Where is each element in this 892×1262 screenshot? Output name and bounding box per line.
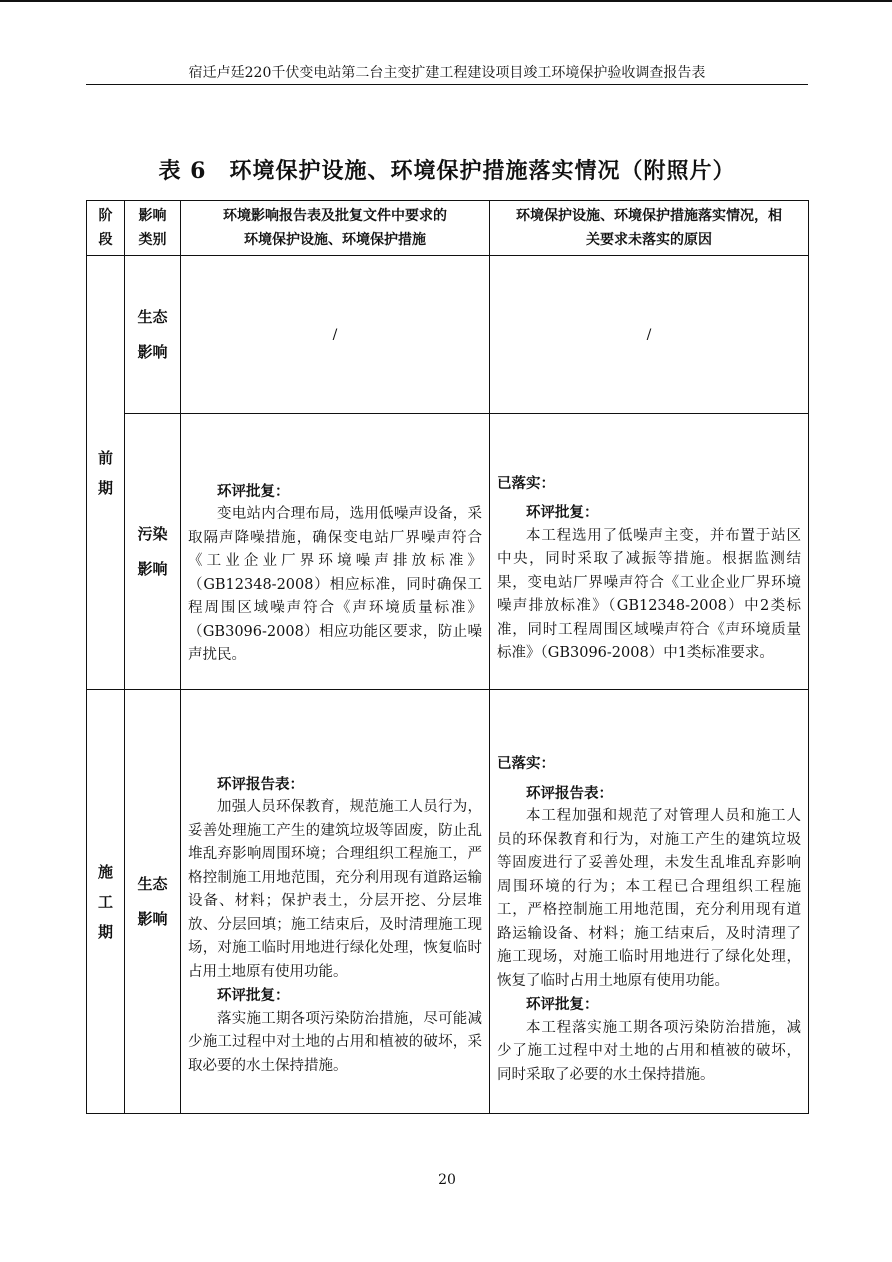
stage-pre-char1: 前 — [97, 448, 113, 467]
impl-heading: 环评报告表： — [526, 784, 613, 802]
category-eco-line1: 生态 — [137, 307, 168, 326]
construction-eco-requirement — [181, 690, 490, 1114]
category-pollution-line2: 影响 — [137, 559, 168, 578]
pre-pollution-requirement — [181, 414, 490, 690]
impl-text: 本工程加强和规范了对管理人员和施工人员的环保教育和行为，对施工产生的建筑垃圾等固废进行了妥善处理，未发生乱堆乱弃影响周围环境的行为；本工程已合理组织工程施工，严格控制施工用地范围，充分利用现有道路运输设备、材料；施工结束后，及时清理了施工现场，对施工临时用地进行了绿化处理，恢复了临时占用土地原有使用功能。 — [497, 808, 801, 989]
stage-construction-char1: 施 — [97, 862, 113, 881]
header-category-line2: 类别 — [138, 232, 167, 248]
pre-pollution-implementation — [490, 414, 809, 690]
header-stage-line2: 段 — [98, 232, 113, 248]
req-text: 落实施工期各项污染防治措施，尽可能减少施工过程中对土地的占用和植被的破坏，采取必要的水土保持措施。 — [188, 1010, 482, 1074]
impl-text: 本工程落实施工期各项污染防治措施，减少了施工过程中对土地的占用和植被的破坏，同时采取了必要的水土保持措施。 — [497, 1019, 801, 1083]
measures-table — [86, 200, 809, 1114]
table-row — [87, 414, 809, 690]
req-text: 变电站内合理布局，选用低噪声设备，采取隔声降噪措施，确保变电站厂界噪声符合《工业企业厂界环境噪声排放标准》（GB12348-2008）相应标准，同时确保工程周围区域噪声符合《声环境质量标准》（GB3096-2008）相应功能区要求，防止噪声扰民。 — [188, 506, 482, 663]
category-pollution-line1: 污染 — [137, 524, 168, 543]
category-construction-eco-line2: 影响 — [137, 909, 168, 928]
category-construction-eco — [125, 690, 181, 1114]
table-row — [87, 690, 809, 1114]
top-border-line — [0, 0, 892, 2]
page-number: 20 — [438, 1172, 456, 1188]
header-requirements-line1: 环境影响报告表及批复文件中要求的 — [223, 208, 447, 224]
impl-text: 本工程选用了低噪声主变，并布置于站区中央，同时采取了减振等措施。根据监测结果，变电站厂界噪声符合《工业企业厂界环境噪声排放标准》（GB12348-2008）中2类标准，同时工程周围区域噪声符合《声环境质量标准》（GB3096-2008）中1类标准要求。 — [497, 527, 801, 661]
header-category — [125, 201, 181, 256]
req-heading: 环评报告表： — [217, 775, 304, 793]
table-row — [87, 256, 809, 414]
stage-pre — [87, 256, 125, 690]
impl-heading: 环评批复： — [526, 504, 599, 521]
impl-status: 已落实： — [497, 474, 555, 492]
stage-pre-char2: 期 — [97, 478, 113, 497]
running-header: 宿迁卢廷220千伏变电站第二台主变扩建工程建设项目竣工环境保护验收调查报告表 — [188, 65, 706, 81]
category-eco-line2: 影响 — [137, 342, 168, 361]
req-heading: 环评批复： — [217, 482, 290, 500]
header-implementation-line2: 关要求未落实的原因 — [586, 232, 712, 248]
stage-construction — [87, 690, 125, 1114]
header-rule — [86, 84, 808, 85]
header-requirements-line2: 环境保护设施、环境保护措施 — [244, 232, 426, 248]
impl-status: 已落实： — [497, 755, 555, 772]
req-heading: 环评批复： — [217, 987, 290, 1005]
category-pollution — [125, 414, 181, 690]
header-category-line1: 影响 — [138, 208, 167, 224]
construction-eco-implementation — [490, 690, 809, 1114]
pre-eco-implementation: / — [490, 256, 809, 414]
header-stage — [87, 201, 125, 256]
pre-eco-requirement: / — [181, 256, 490, 414]
stage-construction-char3: 期 — [97, 922, 113, 941]
req-text: 加强人员环保教育，规范施工人员行为，妥善处理施工产生的建筑垃圾等固废，防止乱堆乱弃影响周围环境；合理组织工程施工，严格控制施工用地范围，充分利用现有道路运输设备、材料；保护表土，分层开挖、分层堆放、分层回填；施工结束后，及时清理施工现场，对施工临时用地进行绿化处理，恢复临时占用土地原有使用功能。 — [188, 799, 482, 980]
category-construction-eco-line1: 生态 — [137, 874, 168, 893]
page-title: 表 6 环境保护设施、环境保护措施落实情况（附照片） — [158, 158, 736, 184]
impl-heading: 环评批复： — [526, 996, 599, 1013]
header-stage-line1: 阶 — [98, 208, 113, 224]
table-header-row — [87, 201, 809, 256]
header-requirements — [181, 201, 490, 256]
header-implementation — [490, 201, 809, 256]
header-implementation-line1: 环境保护设施、环境保护措施落实情况，相 — [516, 208, 782, 224]
stage-construction-char2: 工 — [97, 892, 113, 911]
category-eco — [125, 256, 181, 414]
